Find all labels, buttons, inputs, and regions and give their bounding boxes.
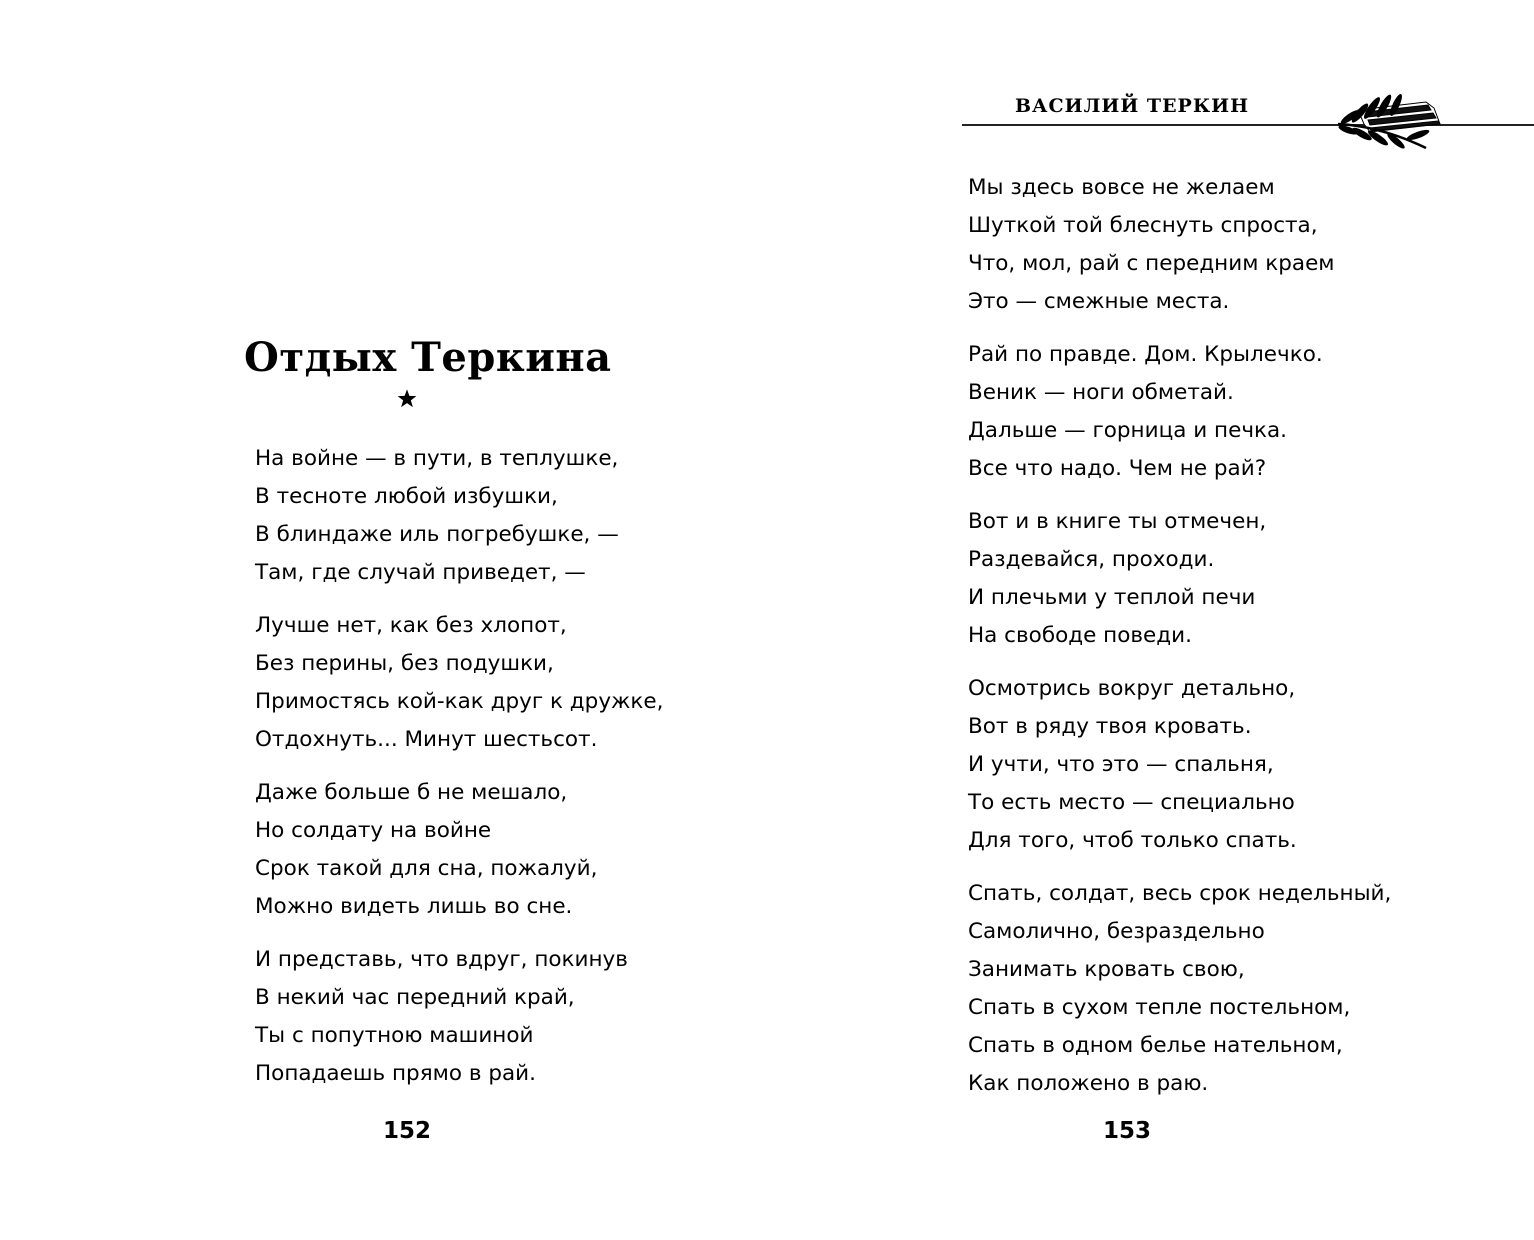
poem-line: Рай по правде. Дом. Крылечко.	[968, 342, 1323, 367]
poem-line: Все что надо. Чем не рай?	[968, 456, 1267, 481]
stanza	[968, 503, 1391, 655]
poem-line: Попадаешь прямо в рай.	[255, 1061, 536, 1086]
stanza	[968, 670, 1391, 860]
stanza	[968, 875, 1391, 1103]
star-icon	[396, 388, 418, 410]
poem-line: Ты с попутною машиной	[255, 1023, 534, 1048]
poem-line: Отдохнуть... Минут шестьсот.	[255, 727, 598, 752]
poem-line: На свободе поведи.	[968, 623, 1192, 648]
poem-line: Что, мол, рай с передним краем	[968, 251, 1335, 276]
laurel-ribbon-icon	[1330, 84, 1450, 150]
poem-line: Занимать кровать свою,	[968, 957, 1245, 982]
poem-line: Веник — ноги обметай.	[968, 380, 1234, 405]
poem-line: Даже больше б не мешало,	[255, 780, 568, 805]
poem-line: И плечьми у теплой печи	[968, 585, 1256, 610]
poem-line: Без перины, без подушки,	[255, 651, 554, 676]
poem-line: Лучше нет, как без хлопот,	[255, 613, 567, 638]
poem-line: На войне — в пути, в теплушке,	[255, 446, 619, 471]
poem-line: Шуткой той блеснуть спроста,	[968, 213, 1318, 238]
stanza	[255, 607, 663, 759]
poem-text	[255, 440, 663, 1108]
poem-line: Для того, чтоб только спать.	[968, 828, 1297, 853]
poem-line: Спать в одном белье нательном,	[968, 1033, 1343, 1058]
running-header: ВАСИЛИЙ ТЕРКИН	[1015, 95, 1250, 117]
page-number: 153	[1102, 1118, 1151, 1144]
stanza	[255, 440, 663, 592]
poem-line: Как положено в раю.	[968, 1071, 1209, 1096]
poem-line: Там, где случай приведет, —	[255, 560, 586, 585]
right-page	[767, 0, 1534, 1240]
poem-line: И представь, что вдруг, покинув	[255, 947, 628, 972]
stanza	[255, 774, 663, 926]
poem-line: Самолично, безраздельно	[968, 919, 1265, 944]
poem-line: В блиндаже иль погребушке, —	[255, 522, 619, 547]
poem-line: И учти, что это — спальня,	[968, 752, 1274, 777]
poem-line: То есть место — специально	[968, 790, 1295, 815]
page-number: 152	[382, 1118, 431, 1144]
stanza	[968, 336, 1391, 488]
poem-line: Мы здесь вовсе не желаем	[968, 175, 1275, 200]
poem-line: Можно видеть лишь во сне.	[255, 894, 573, 919]
stanza	[968, 169, 1391, 321]
poem-line: В тесноте любой избушки,	[255, 484, 558, 509]
poem-line: Это — смежные места.	[968, 289, 1230, 314]
poem-line: Вот в ряду твоя кровать.	[968, 714, 1252, 739]
poem-line: Осмотрись вокруг детально,	[968, 676, 1296, 701]
poem-line: Раздевайся, проходи.	[968, 547, 1215, 572]
poem-line: В некий час передний край,	[255, 985, 575, 1010]
stanza	[255, 941, 663, 1093]
poem-line: Спать, солдат, весь срок недельный,	[968, 881, 1392, 906]
poem-line: Вот и в книге ты отмечен,	[968, 509, 1267, 534]
poem-line: Дальше — горница и печка.	[968, 418, 1288, 443]
poem-line: Примостясь кой-как друг к дружке,	[255, 689, 664, 714]
chapter-title: Отдых Теркина	[244, 334, 612, 381]
poem-text	[968, 169, 1391, 1118]
poem-line: Срок такой для сна, пожалуй,	[255, 856, 598, 881]
poem-line: Спать в сухом тепле постельном,	[968, 995, 1351, 1020]
poem-line: Но солдату на войне	[255, 818, 492, 843]
